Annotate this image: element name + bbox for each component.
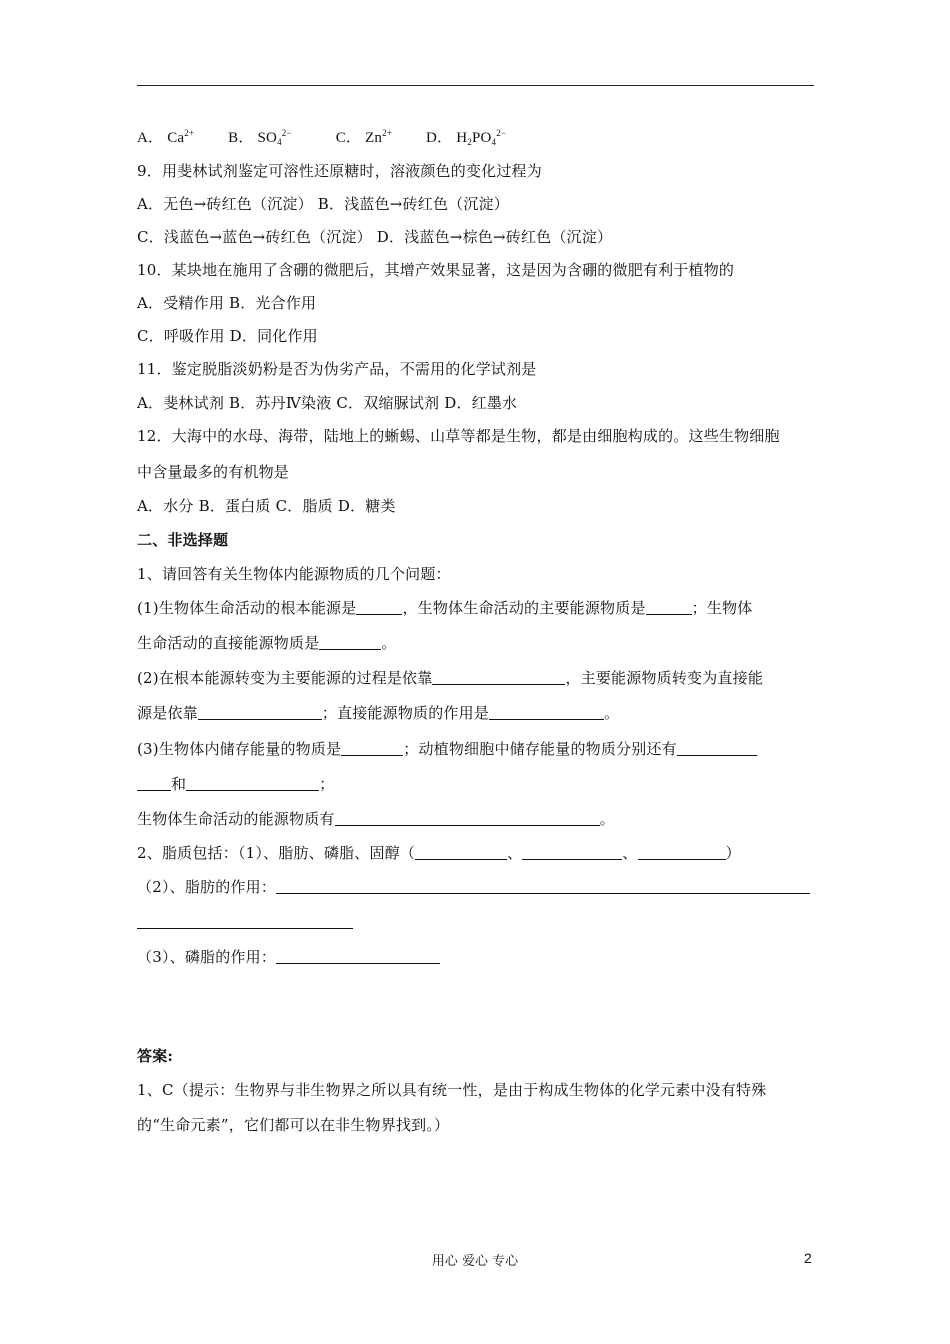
q8-option-b-charge: 2−	[281, 128, 292, 138]
answer-blank[interactable]	[677, 741, 757, 756]
s2-q1-part1-line2: 生命活动的直接能源物质是 。	[137, 634, 397, 652]
answer-blank[interactable]	[415, 845, 507, 860]
page-number: 2	[804, 1250, 812, 1266]
answer-blank[interactable]	[489, 705, 604, 720]
section-heading: 二、非选择题	[137, 531, 229, 549]
q10-options-ab: A．受精作用 B．光合作用	[137, 294, 317, 312]
q8-option-c-charge: 2+	[382, 128, 393, 138]
q9-options-ab: A．无色→砖红色（沉淀） B．浅蓝色→砖红色（沉淀）	[137, 195, 509, 213]
s2-q2-fat-function: （2）、脂肪的作用：	[137, 877, 814, 897]
answer-blank[interactable]	[198, 705, 322, 720]
q9-options-cd: C．浅蓝色→蓝色→砖红色（沉淀） D．浅蓝色→棕色→砖红色（沉淀）	[137, 228, 613, 246]
answer-1-line-1: 1、C（提示：生物界与非生物界之所以具有统一性，是由于构成生物体的化学元素中没有特殊	[137, 1081, 767, 1099]
q8-option-c-label: C．	[335, 130, 362, 146]
s2-q1-stem: 1、请回答有关生物体内能源物质的几个问题：	[137, 565, 451, 583]
answer-blank[interactable]	[276, 949, 440, 964]
q8-options	[137, 128, 814, 148]
q8-option-d-subscript-2: 4	[491, 137, 497, 147]
q8-option-a-label: A．	[137, 130, 164, 146]
q8-option-d-symbol-po: PO	[471, 130, 492, 146]
answer-blank[interactable]	[319, 635, 381, 650]
q12-stem-line-1: 12．大海中的水母、海带，陆地上的蜥蜴、山草等都是生物，都是由细胞构成的。这些生物细胞	[137, 427, 780, 445]
answer-blank[interactable]	[341, 741, 403, 756]
q9-stem: 9．用斐林试剂鉴定可溶性还原糖时，溶液颜色的变化过程为	[137, 162, 542, 180]
s2-q1-part3-line1: (3)生物体内储存能量的物质是 ；动植物细胞中储存能量的物质分别还有	[137, 739, 814, 759]
answer-blank[interactable]	[137, 914, 353, 929]
footer-motto: 用心 爱心 专心	[431, 1254, 519, 1269]
answer-blank[interactable]	[522, 845, 622, 860]
q8-option-d-symbol-h: H	[456, 130, 468, 146]
header-rule	[137, 85, 814, 86]
q8-option-a-charge: 2+	[184, 128, 195, 138]
answer-blank[interactable]	[638, 845, 726, 860]
q8-option-b-symbol: SO	[257, 130, 278, 146]
q8-option-d-label: D．	[426, 130, 453, 146]
q10-stem: 10．某块地在施用了含硼的微肥后，其增产效果显著，这是因为含硼的微肥有利于植物的	[137, 261, 735, 279]
q12-options: A．水分 B．蛋白质 C．脂质 D．糖类	[137, 497, 396, 515]
answer-blank[interactable]	[356, 600, 402, 615]
q12-stem-line-2: 中含量最多的有机物是	[137, 463, 290, 481]
answers-heading: 答案:	[137, 1047, 174, 1065]
q8-option-b-subscript: 4	[277, 137, 282, 147]
answer-blank[interactable]	[186, 776, 319, 791]
s2-q2-phospholipid-function: （3）、磷脂的作用：	[137, 947, 814, 967]
answer-blank[interactable]	[432, 670, 565, 685]
s2-q1-part2-line1: (2)在根本能源转变为主要能源的过程是依靠 ，主要能源物质转变为直接能	[137, 669, 764, 687]
q8-option-d-charge: 2−	[496, 128, 507, 138]
answer-blank[interactable]	[137, 776, 171, 791]
q8-option-a-symbol: Ca	[167, 130, 185, 146]
s2-q2-fat-function-cont	[137, 912, 814, 932]
answer-blank[interactable]	[646, 600, 692, 615]
answer-blank[interactable]	[335, 811, 600, 826]
s2-q1-part3-line2: 和 ；	[137, 774, 814, 794]
q11-stem: 11．鉴定脱脂淡奶粉是否为伪劣产品，不需用的化学试剂是	[137, 360, 537, 378]
s2-q1-part1-line1: (1)生物体生命活动的根本能源是 ，生物体生命活动的主要能源物质是 ；生物体	[137, 599, 753, 617]
q8-option-d-subscript-1: 2	[467, 137, 472, 147]
s2-q1-part2-line2: 源是依靠 ；直接能源物质的作用是 。	[137, 704, 620, 722]
s2-q2-lipids: 2、脂质包括：（1）、脂肪、磷脂、固醇（ 、 、 ）	[137, 844, 741, 862]
answer-blank[interactable]	[276, 879, 810, 894]
q10-options-cd: C．呼吸作用 D．同化作用	[137, 327, 318, 345]
q11-options: A．斐林试剂 B．苏丹Ⅳ染液 C．双缩脲试剂 D．红墨水	[137, 394, 518, 412]
answer-1-line-2: 的“生命元素”，它们都可以在非生物界找到。）	[137, 1116, 450, 1134]
s2-q1-part4: 生物体生命活动的能源物质有 。	[137, 810, 615, 828]
q8-option-c-symbol: Zn	[365, 130, 383, 146]
q8-option-b-label: B．	[228, 130, 254, 146]
